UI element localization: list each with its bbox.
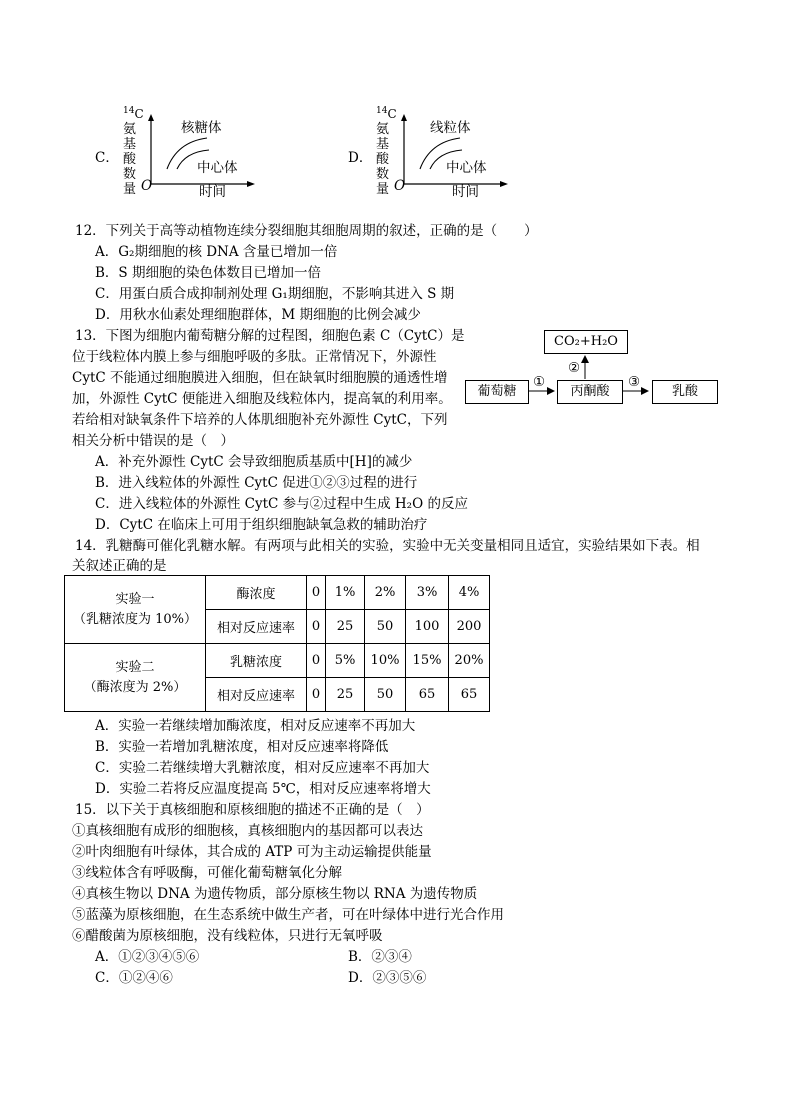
- option-b: B．S 期细胞的染色体数目已增加一倍: [95, 265, 321, 281]
- question-stem: 12．下列关于高等动植物连续分裂细胞其细胞周期的叙述，正确的是（ ）: [75, 223, 538, 239]
- table-cell: 0: [307, 576, 326, 610]
- step-2-label: ②: [568, 360, 581, 376]
- option-a: A．G₂期细胞的核 DNA 含量已增加一倍: [95, 244, 338, 260]
- origin-label: O: [141, 178, 153, 194]
- lower-curve-label: 中心体: [446, 160, 487, 176]
- option-b: B．②③④: [348, 949, 412, 965]
- stem-line: 加，外源性 CytC 便能进入细胞及线粒体内，提高氧的利用率。: [72, 391, 452, 407]
- upper-curve-label: 核糖体: [181, 120, 222, 136]
- option-letter: D．: [348, 150, 373, 166]
- option-a: A．①②③④⑤⑥: [95, 949, 200, 965]
- table-cell: 1%: [326, 576, 365, 610]
- table-cell: 65: [449, 678, 490, 712]
- table-cell: 4%: [449, 576, 490, 610]
- table-cell: 15%: [406, 644, 449, 678]
- origin-label: O: [394, 178, 406, 194]
- x-axis-label: 时间: [452, 184, 479, 200]
- stem-line: 若给相对缺氧条件下培养的人体肌细胞补充外源性 CytC，下列: [72, 412, 448, 428]
- table-cell: 50: [365, 610, 406, 644]
- table-cell: 0: [307, 678, 326, 712]
- statement-item: ③线粒体含有呼吸酶，可催化葡萄糖氧化分解: [72, 865, 342, 881]
- statement-item: ⑤蓝藻为原核细胞，在生态系统中做生产者，可在叶绿体中进行光合作用: [72, 907, 504, 923]
- table-cell: 10%: [365, 644, 406, 678]
- y-axis-top-label: $^{14}$C: [376, 106, 397, 121]
- table-cell: 5%: [326, 644, 365, 678]
- pyruvate-box: 丙酮酸: [557, 380, 623, 404]
- row-label: 相对反应速率: [206, 678, 307, 712]
- table-row: [65, 576, 490, 610]
- table-cell: 25: [326, 678, 365, 712]
- table-row: [65, 644, 490, 678]
- table-cell: 25: [326, 610, 365, 644]
- exp2-header-cell: 实验二 （酶浓度为 2%）: [65, 644, 206, 712]
- figure-d: [348, 100, 508, 200]
- statement-item: ⑥醋酸菌为原核细胞，没有线粒体，只进行无氧呼吸: [72, 928, 383, 944]
- y-axis-label: 氨 基 酸 数 量: [123, 122, 137, 197]
- co2-water-box: CO₂+H₂O: [544, 330, 628, 354]
- row-label: 乳糖浓度: [206, 644, 307, 678]
- table-cell: 50: [365, 678, 406, 712]
- lactate-box: 乳酸: [652, 380, 718, 404]
- step-3-label: ③: [628, 374, 641, 390]
- option-c: C．用蛋白质合成抑制剂处理 G₁期细胞，不影响其进入 S 期: [95, 286, 455, 302]
- option-a: A．实验一若继续增加酶浓度，相对反应速率不再加大: [95, 718, 416, 734]
- stem-line: 13．下图为细胞内葡萄糖分解的过程图，细胞色素 C（CytC）是: [75, 328, 465, 344]
- option-d: D．②③⑤⑥: [348, 970, 427, 986]
- stem-line: 关叙述正确的是: [72, 558, 167, 574]
- statement-item: ①真核细胞有成形的细胞核，真核细胞内的基因都可以表达: [72, 823, 423, 839]
- glucose-box: 葡萄糖: [465, 380, 529, 404]
- exp1-header-cell: 实验一 （乳糖浓度为 10%）: [65, 576, 206, 644]
- option-letter: C．: [95, 150, 119, 166]
- option-a: A．补充外源性 CytC 会导致细胞质基质中[H]的减少: [95, 454, 413, 470]
- option-b: B．实验一若增加乳糖浓度，相对反应速率将降低: [95, 739, 389, 755]
- experiment-table: [64, 575, 490, 712]
- x-axis-label: 时间: [199, 184, 226, 200]
- stem-line: 位于线粒体内膜上参与细胞呼吸的多肽。正常情况下，外源性: [72, 349, 437, 365]
- statement-item: ④真核生物以 DNA 为遗传物质，部分原核生物以 RNA 为遗传物质: [72, 886, 478, 902]
- table-cell: 3%: [406, 576, 449, 610]
- option-d: D．用秋水仙素处理细胞群体，M 期细胞的比例会减少: [95, 307, 421, 323]
- step-1-label: ①: [533, 374, 546, 390]
- table-cell: 2%: [365, 576, 406, 610]
- question-stem: 15．以下关于真核细胞和原核细胞的描述不正确的是（ ）: [75, 802, 430, 818]
- row-label: 相对反应速率: [206, 610, 307, 644]
- lower-curve-label: 中心体: [197, 160, 238, 176]
- upper-curve-label: 线粒体: [430, 120, 471, 136]
- option-d: D．实验二若将反应温度提高 5℃，相对反应速率将增大: [95, 781, 431, 797]
- option-b: B．进入线粒体的外源性 CytC 促进①②③过程的进行: [95, 475, 418, 491]
- option-c: C．进入线粒体的外源性 CytC 参与②过程中生成 H₂O 的反应: [95, 496, 468, 512]
- option-c: C．实验二若继续增大乳糖浓度，相对反应速率不再加大: [95, 760, 430, 776]
- table-cell: 65: [406, 678, 449, 712]
- y-axis-top-label: $^{14}$C: [123, 106, 144, 121]
- table-cell: 200: [449, 610, 490, 644]
- stem-line: CytC 不能通过细胞膜进入细胞，但在缺氧时细胞膜的通透性增: [72, 370, 448, 386]
- table-cell: 20%: [449, 644, 490, 678]
- table-cell: 0: [307, 610, 326, 644]
- stem-line: 14．乳糖酶可催化乳糖水解。有两项与此相关的实验，实验中无关变量相同且适宜，实验结果如下表。相: [75, 538, 700, 554]
- table-cell: 100: [406, 610, 449, 644]
- table-cell: 0: [307, 644, 326, 678]
- option-c: C．①②④⑥: [95, 970, 173, 986]
- row-label: 酶浓度: [206, 576, 307, 610]
- stem-line: 相关分析中错误的是（ ）: [72, 433, 234, 449]
- option-d: D．CytC 在临床上可用于组织细胞缺氧急救的辅助治疗: [95, 517, 428, 533]
- figure-c: [95, 100, 255, 200]
- statement-item: ②叶肉细胞有叶绿体，其合成的 ATP 可为主动运输提供能量: [72, 844, 432, 860]
- y-axis-label: 氨 基 酸 数 量: [376, 122, 390, 197]
